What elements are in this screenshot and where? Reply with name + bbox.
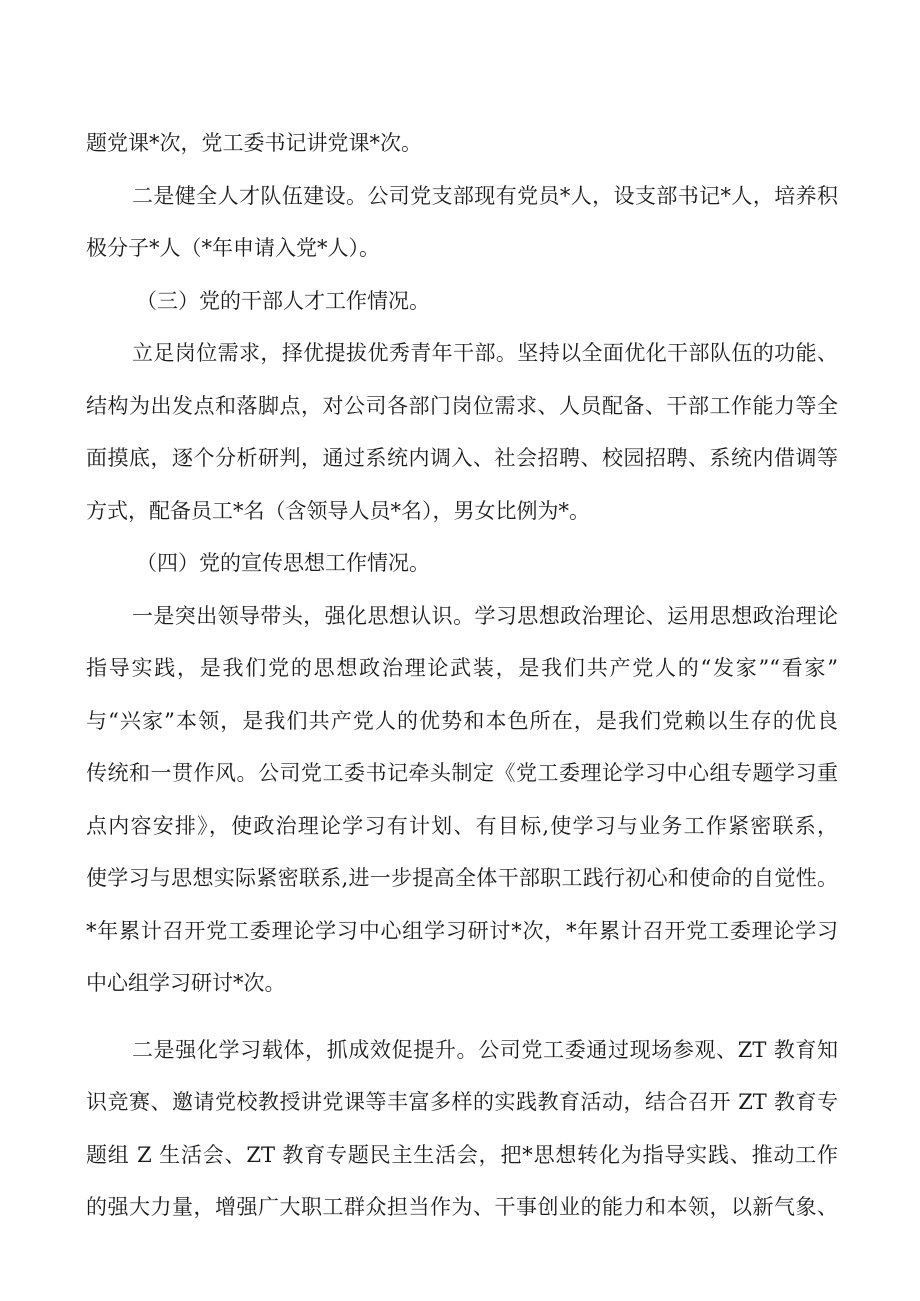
text-line: 指导实践，是我们党的思想政治理论武装，是我们共产党人的“发家”“看家”: [86, 656, 838, 680]
text-line: 与“兴家”本领，是我们共产党人的优势和本色所在，是我们党赖以生存的优良: [86, 708, 838, 733]
text-line: 点内容安排》，使政治理论学习有计划、有目标,使学习与业务工作紧密联系，: [86, 813, 838, 838]
text-line: 中心组学习研讨*次。: [86, 971, 286, 995]
text-line: 二是健全人才队伍建设。公司党支部现有党员*人，设支部书记*人，培养积: [132, 183, 838, 208]
text-line: 极分子*人（*年申请入党*人）。: [86, 236, 380, 260]
text-line: 使学习与思想实际紧密联系,进一步提高全体干部职工践行初心和使命的自觉性。: [86, 866, 838, 890]
section-heading: （四）党的宣传思想工作情况。: [136, 551, 430, 575]
paragraph-gap: [86, 1017, 838, 1031]
section-heading: （三）党的干部人才工作情况。: [136, 288, 430, 313]
text-line: *年累计召开党工委理论学习中心组学习研讨*次，*年累计召开党工委理论学习: [86, 918, 838, 943]
text-line: 的强大力量，增强广大职工群众担当作为、干事创业的能力和本领，以新气象、: [86, 1195, 838, 1219]
text-line: 识竞赛、邀请党校教授讲党课等丰富多样的实践教育活动，结合召开 ZT 教育专: [86, 1090, 838, 1114]
text-line: 二是强化学习载体，抓成效促提升。公司党工委通过现场参观、ZT 教育知: [132, 1037, 838, 1062]
text-line: 题组 Z 生活会、ZT 教育专题民主生活会，把*思想转化为指导实践、推动工作: [86, 1142, 838, 1167]
text-line: 结构为出发点和落脚点，对公司各部门岗位需求、人员配备、干部工作能力等全: [86, 393, 838, 418]
text-line: 题党课*次，党工委书记讲党课*次。: [86, 131, 422, 155]
text-line: 面摸底，逐个分析研判，通过系统内调入、社会招聘、校园招聘、系统内借调等: [86, 446, 838, 470]
text-line: 一是突出领导带头，强化思想认识。学习思想政治理论、运用思想政治理论: [132, 603, 838, 628]
text-line: 方式，配备员工*名（含领导人员*名），男女比例为*。: [86, 498, 590, 523]
text-line: 立足岗位需求，择优提拔优秀青年干部。坚持以全面优化干部队伍的功能、: [132, 341, 838, 365]
text-line: 传统和一贯作风。公司党工委书记牵头制定《党工委理论学习中心组专题学习重: [86, 761, 838, 785]
document-body: [86, 124, 838, 1241]
